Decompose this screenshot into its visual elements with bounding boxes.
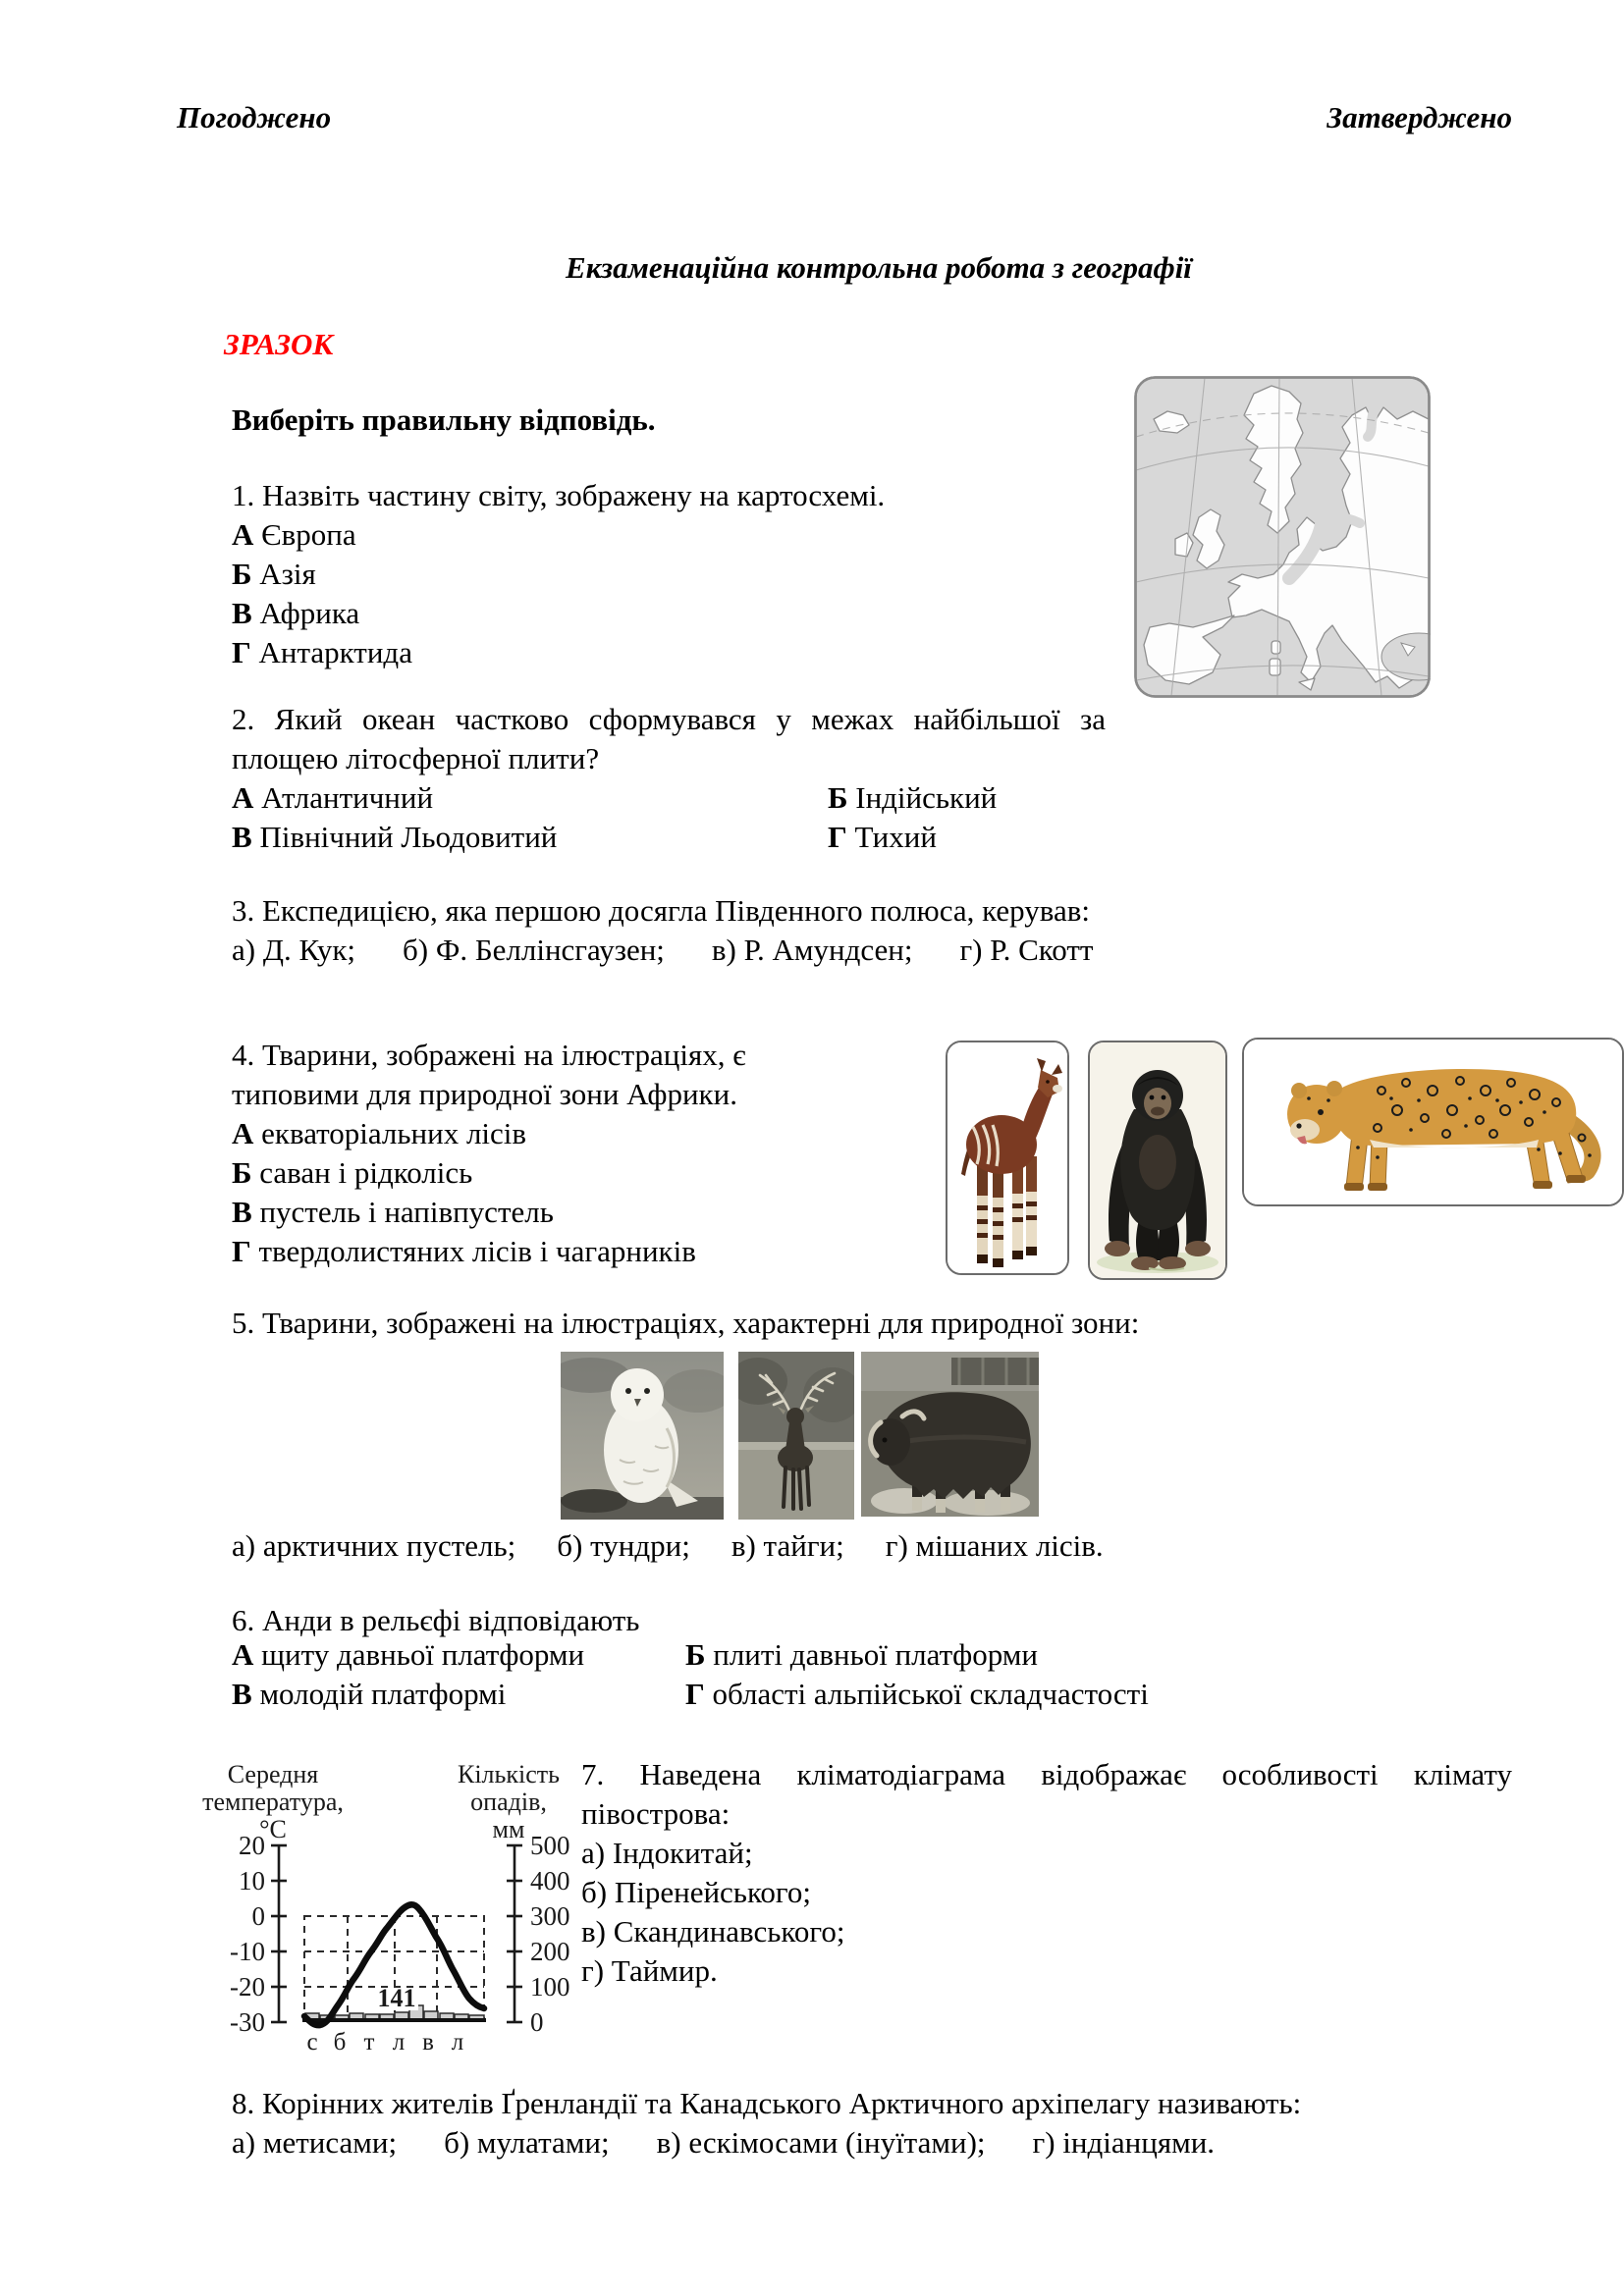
option-letter: А: [232, 517, 254, 552]
answer-option: [828, 778, 1312, 818]
option-label: Європа: [261, 517, 356, 552]
answer-option: [685, 1635, 1459, 1675]
option-label: Африка: [259, 596, 360, 630]
svg-text:-20: -20: [230, 1972, 265, 2002]
answer-option: [232, 594, 885, 633]
option-letter: В: [232, 820, 252, 854]
answer-option: [232, 778, 828, 818]
option-label: щиту давньої платформи: [261, 1637, 585, 1672]
option-letter: Б: [685, 1637, 706, 1672]
svg-text:температура,: температура,: [202, 1788, 344, 1816]
svg-text:с: с: [306, 2029, 318, 2056]
option-label: Тихий: [854, 820, 937, 854]
question-7-text-line1: 7. Наведена кліматодіаграма відображає особливості клімату: [581, 1757, 1512, 1791]
svg-text:б: б: [333, 2029, 347, 2056]
answer-option: г) мішаних лісів.: [885, 1528, 1104, 1563]
answer-option: [232, 1114, 746, 1153]
svg-text:т: т: [363, 2029, 375, 2056]
answer-option: б) Піренейського;: [581, 1875, 811, 1909]
svg-text:опадів,: опадів,: [470, 1788, 547, 1816]
month-labels: [306, 2029, 463, 2056]
answer-option: [232, 515, 885, 555]
question-2-text-line2: площею літосферної плити?: [232, 741, 600, 775]
precip-tick-labels: [530, 1831, 570, 2037]
svg-text:Кількість: Кількість: [457, 1760, 561, 1789]
climatogram-chart: [157, 1753, 599, 2067]
gorilla-image: [1088, 1041, 1227, 1280]
answer-option: [232, 1675, 685, 1714]
answer-option: в) тайги;: [731, 1528, 844, 1563]
option-label: Азія: [259, 557, 316, 591]
temp-tick-labels: [230, 1831, 265, 2037]
question-8-answers: [232, 2123, 1301, 2163]
answer-option: [232, 1153, 746, 1193]
option-letter: В: [232, 1195, 252, 1229]
svg-text:0: 0: [251, 1901, 265, 1931]
question-6-text: 6. Анди в рельєфі відповідають: [232, 1603, 640, 1637]
svg-text:в: в: [422, 2029, 434, 2056]
question-4: [232, 1036, 746, 1271]
question-6-options: [232, 1635, 1459, 1714]
svg-text:400: 400: [530, 1866, 570, 1896]
option-label: плиті давньої платформи: [713, 1637, 1038, 1672]
svg-text:10: 10: [239, 1866, 265, 1896]
instruction: Виберіть правильну відповідь.: [232, 402, 656, 437]
temp-axis-title: [202, 1760, 344, 1843]
question-2-text-line1: 2. Який океан частково сформувався у межах найбільшої за: [232, 702, 1106, 736]
option-letter: Б: [828, 780, 848, 815]
option-label: Північний Льодовитий: [259, 820, 558, 854]
answer-option: [232, 1635, 685, 1675]
svg-text:°C: °C: [259, 1815, 287, 1843]
svg-text:мм: мм: [492, 1815, 525, 1843]
svg-text:Середня: Середня: [227, 1760, 319, 1789]
svg-text:-30: -30: [230, 2007, 265, 2037]
option-letter: Г: [828, 820, 847, 854]
option-letter: Г: [232, 635, 251, 669]
question-2-options: [232, 778, 1312, 857]
option-letter: В: [232, 1677, 252, 1711]
question-1-text: 1. Назвіть частину світу, зображену на картосхемі.: [232, 478, 886, 512]
answer-option: б) Ф. Беллінсгаузен;: [403, 933, 665, 967]
page-title: Екзаменаційна контрольна робота з географії: [566, 250, 1192, 285]
approved-right-label: Затверджено: [1326, 100, 1512, 134]
option-label: Атлантичний: [261, 780, 434, 815]
svg-text:500: 500: [530, 1831, 570, 1860]
answer-option: а) метисами;: [232, 2125, 398, 2160]
answer-option: в) ескімосами (інуїтами);: [656, 2125, 986, 2160]
question-3-answers: [232, 931, 1093, 970]
musk-ox-image: [861, 1352, 1039, 1517]
answer-option: [232, 818, 828, 857]
question-3: [232, 891, 1093, 970]
answer-option: а) Індокитай;: [581, 1836, 753, 1870]
question-2: [232, 700, 1106, 778]
question-7: [581, 1755, 1512, 1991]
svg-text:20: 20: [239, 1831, 265, 1860]
question-7-text-line2: півострова:: [581, 1796, 731, 1831]
question-1: [232, 476, 885, 672]
option-label: саван і рідколісь: [259, 1155, 473, 1190]
svg-text:100: 100: [530, 1972, 570, 2002]
option-letter: А: [232, 780, 254, 815]
okapi-image: [946, 1041, 1069, 1275]
svg-text:300: 300: [530, 1901, 570, 1931]
sample-label: ЗРАЗОК: [224, 327, 334, 361]
question-5-text: 5. Тварини, зображені на ілюстраціях, характерні для природної зони:: [232, 1306, 1140, 1340]
option-label: Індійський: [855, 780, 998, 815]
answer-option: г) Р. Скотт: [959, 933, 1094, 967]
option-label: пустель і напівпустель: [259, 1195, 554, 1229]
answer-option: в) Скандинавського;: [581, 1914, 845, 1949]
europe-map-image: [1134, 376, 1431, 698]
answer-option: [232, 555, 885, 594]
option-letter: В: [232, 596, 252, 630]
question-3-text: 3. Експедицією, яка першою досягла Південного полюса, керував:: [232, 893, 1090, 928]
answer-option: [685, 1675, 1459, 1714]
answer-option: в) Р. Амундсен;: [711, 933, 913, 967]
option-letter: Г: [232, 1234, 251, 1268]
svg-text:0: 0: [530, 2007, 544, 2037]
answer-option: г) індіанцями.: [1032, 2125, 1216, 2160]
option-label: області альпійської складчастості: [712, 1677, 1149, 1711]
svg-text:200: 200: [530, 1937, 570, 1966]
option-label: молодій платформі: [259, 1677, 507, 1711]
answer-option: б) тундри;: [557, 1528, 690, 1563]
option-letter: Б: [232, 1155, 252, 1190]
option-letter: Г: [685, 1677, 705, 1711]
question-4-text-line2: типовими для природної зони Африки.: [232, 1077, 737, 1111]
answer-option: б) мулатами;: [444, 2125, 610, 2160]
question-8-text: 8. Корінних жителів Ґренландії та Канадського Арктичного архіпелагу називають:: [232, 2086, 1302, 2120]
answer-option: [232, 633, 885, 672]
option-letter: А: [232, 1116, 254, 1150]
answer-option: [828, 818, 1312, 857]
answer-option: а) Д. Кук;: [232, 933, 355, 967]
snowy-owl-image: [561, 1352, 724, 1520]
option-label: екваторіальних лісів: [261, 1116, 527, 1150]
leopard-image: [1242, 1038, 1624, 1206]
question-5-answers: [232, 1526, 1104, 1566]
question-4-text-line1: 4. Тварини, зображені на ілюстраціях, є: [232, 1038, 746, 1072]
annual-precip-label: 141: [377, 1984, 416, 2012]
option-label: Антарктида: [258, 635, 412, 669]
answer-option: а) арктичних пустель;: [232, 1528, 516, 1563]
svg-text:-10: -10: [230, 1937, 265, 1966]
svg-text:л: л: [392, 2029, 406, 2056]
answer-option: [232, 1193, 746, 1232]
svg-text:л: л: [451, 2029, 464, 2056]
approved-left-label: Погоджено: [177, 100, 332, 134]
option-letter: А: [232, 1637, 254, 1672]
option-letter: Б: [232, 557, 252, 591]
option-label: твердолистяних лісів і чагарників: [258, 1234, 696, 1268]
answer-option: г) Таймир.: [581, 1953, 718, 1988]
answer-option: [232, 1232, 746, 1271]
reindeer-image: [738, 1352, 854, 1520]
question-8: [232, 2084, 1301, 2163]
